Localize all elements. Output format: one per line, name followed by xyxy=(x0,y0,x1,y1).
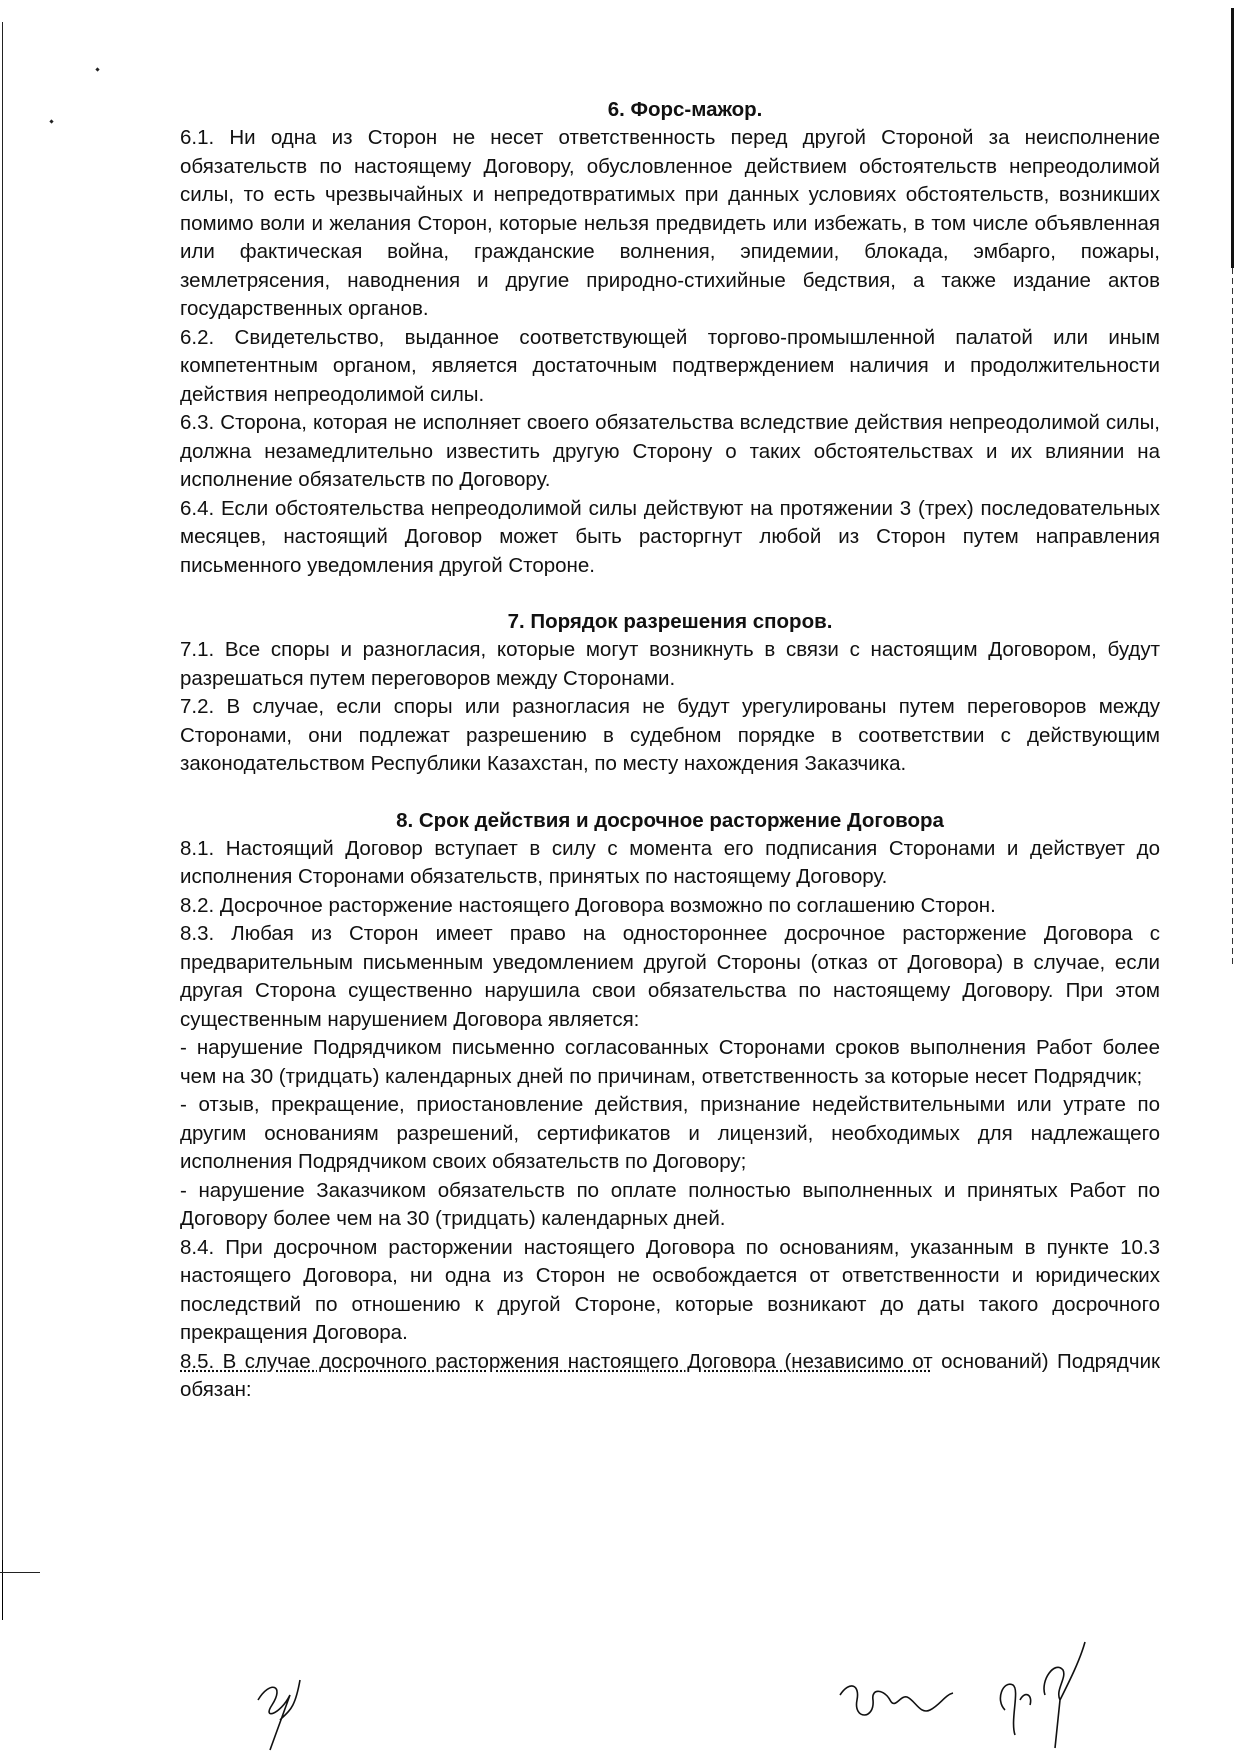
section-dispute-resolution xyxy=(180,608,1160,779)
section-force-majeure xyxy=(180,96,1160,580)
scan-edge-left-mark xyxy=(2,1560,3,1620)
scan-speck xyxy=(95,67,99,71)
clause-6-2: 6.2. Свидетельство, выданное соответствующей торгово-промышленной палатой или иным компетентным органом, является достаточным подтверждением наличия и продолжительности действия непреодолимой силы. xyxy=(180,325,1160,406)
scan-edge-left xyxy=(2,22,3,1602)
clause-7-1: 7.1. Все споры и разногласия, которые могут возникнуть в связи с настоящим Договором, будут разрешаться путем переговоров между Сторонами. xyxy=(180,638,1160,690)
clause-6-1: 6.1. Ни одна из Сторон не несет ответственность перед другой Стороной за неисполнение обязательств по настоящему Договору, обусловленное действием обстоятельств непреодолимой силы, то есть чрезвычайных и непредотвратимых при данных условиях обстоятельств, возникших помимо воли и желания Сторон, которые нельзя предвидеть или избежать, в том числе объявленная или фактическая война, гражданские волнения, эпидемии, блокада, эмбарго, пожары, землетрясения, наводнения и другие природно-стихийные бедствия, а также издание актов государственных органов. xyxy=(180,126,1160,320)
section-heading: 6. Форс-мажор. xyxy=(607,98,763,121)
section-heading: 7. Порядок разрешения споров. xyxy=(507,610,833,633)
clause-8-4: 8.4. При досрочном расторжении настоящего Договора по основаниям, указанным в пункте 10.3 настоящего Договора, ни одна из Сторон не освобождается от ответственности и юридических последствий по отношению к другой Стороне, которые возникают до даты такого досрочного прекращения Договора. xyxy=(180,1235,1160,1344)
clause-8-5 xyxy=(180,1348,1160,1405)
clause-6-3: 6.3. Сторона, которая не исполняет своего обязательства вследствие действия непреодолимой силы, должна незамедлительно известить другую Сторону о таких обстоятельствах и их влиянии на исполнение обязательств по Договору. xyxy=(180,411,1160,491)
clause-8-3-item: - нарушение Подрядчиком письменно согласованных Сторонами сроков выполнения Работ более чем на 30 (тридцать) календарных дней по причинам, ответственность за которые несет Подрядчик; xyxy=(180,1036,1160,1088)
signature-middle-icon xyxy=(835,1675,965,1735)
scan-edge-right xyxy=(1231,8,1234,268)
scan-speck xyxy=(49,119,53,123)
clause-8-5-rest: оснований) Подрядчик обязан: xyxy=(180,1349,1160,1401)
clause-8-3-item: - нарушение Заказчиком обязательств по оплате полностью выполненных и принятых Работ по Договору более чем на 30 (тридцать) календарных дней. xyxy=(180,1178,1160,1230)
clause-8-5-underlined: 8.5. В случае досрочного расторжения настоящего Договора (независимо от xyxy=(180,1349,933,1373)
document-body xyxy=(180,96,1160,1405)
section-heading: 8. Срок действия и досрочное расторжение Договора xyxy=(396,808,944,832)
section-gap xyxy=(180,779,1160,807)
section-gap xyxy=(180,580,1160,608)
section-term-termination xyxy=(180,807,1160,1405)
clause-8-3: 8.3. Любая из Сторон имеет право на одностороннее досрочное расторжение Договора с предварительным письменным уведомлением другой Стороны (отказ от Договора) в случае, если другая Сторона существенно нарушила свои обязательства по настоящему Договору. При этом существенным нарушением Договора является: xyxy=(180,922,1160,1031)
signatures-area xyxy=(0,1640,1240,1750)
clause-7-2: 7.2. В случае, если споры или разногласия не будут урегулированы путем переговоров между Сторонами, они подлежат разрешению в судебном порядке в соответствии с действующим законодательством Республики Казахстан, по месту нахождения Заказчика. xyxy=(180,695,1160,775)
clause-8-2: 8.2. Досрочное расторжение настоящего Договора возможно по соглашению Сторон. xyxy=(180,893,996,917)
scan-edge-right-dashed xyxy=(1232,268,1233,968)
signature-left-icon xyxy=(250,1670,310,1755)
clause-8-1: 8.1. Настоящий Договор вступает в силу с момента его подписания Сторонами и действует до исполнения Сторонами обязательств, принятых по настоящему Договору. xyxy=(180,836,1160,888)
clause-8-3-item: - отзыв, прекращение, приостановление действия, признание недействительными или утрате по другим основаниям разрешений, сертификатов и лицензий, необходимых для надлежащего исполнения Подрядчиком своих обязательств по Договору; xyxy=(180,1093,1160,1173)
signature-right-icon xyxy=(985,1640,1095,1750)
clause-6-4: 6.4. Если обстоятельства непреодолимой силы действуют на протяжении 3 (трех) последовательных месяцев, настоящий Договор может быть расторгнут любой из Сторон путем направления письменного уведомления другой Стороне. xyxy=(180,496,1160,577)
scan-margin-rule xyxy=(0,1572,40,1573)
